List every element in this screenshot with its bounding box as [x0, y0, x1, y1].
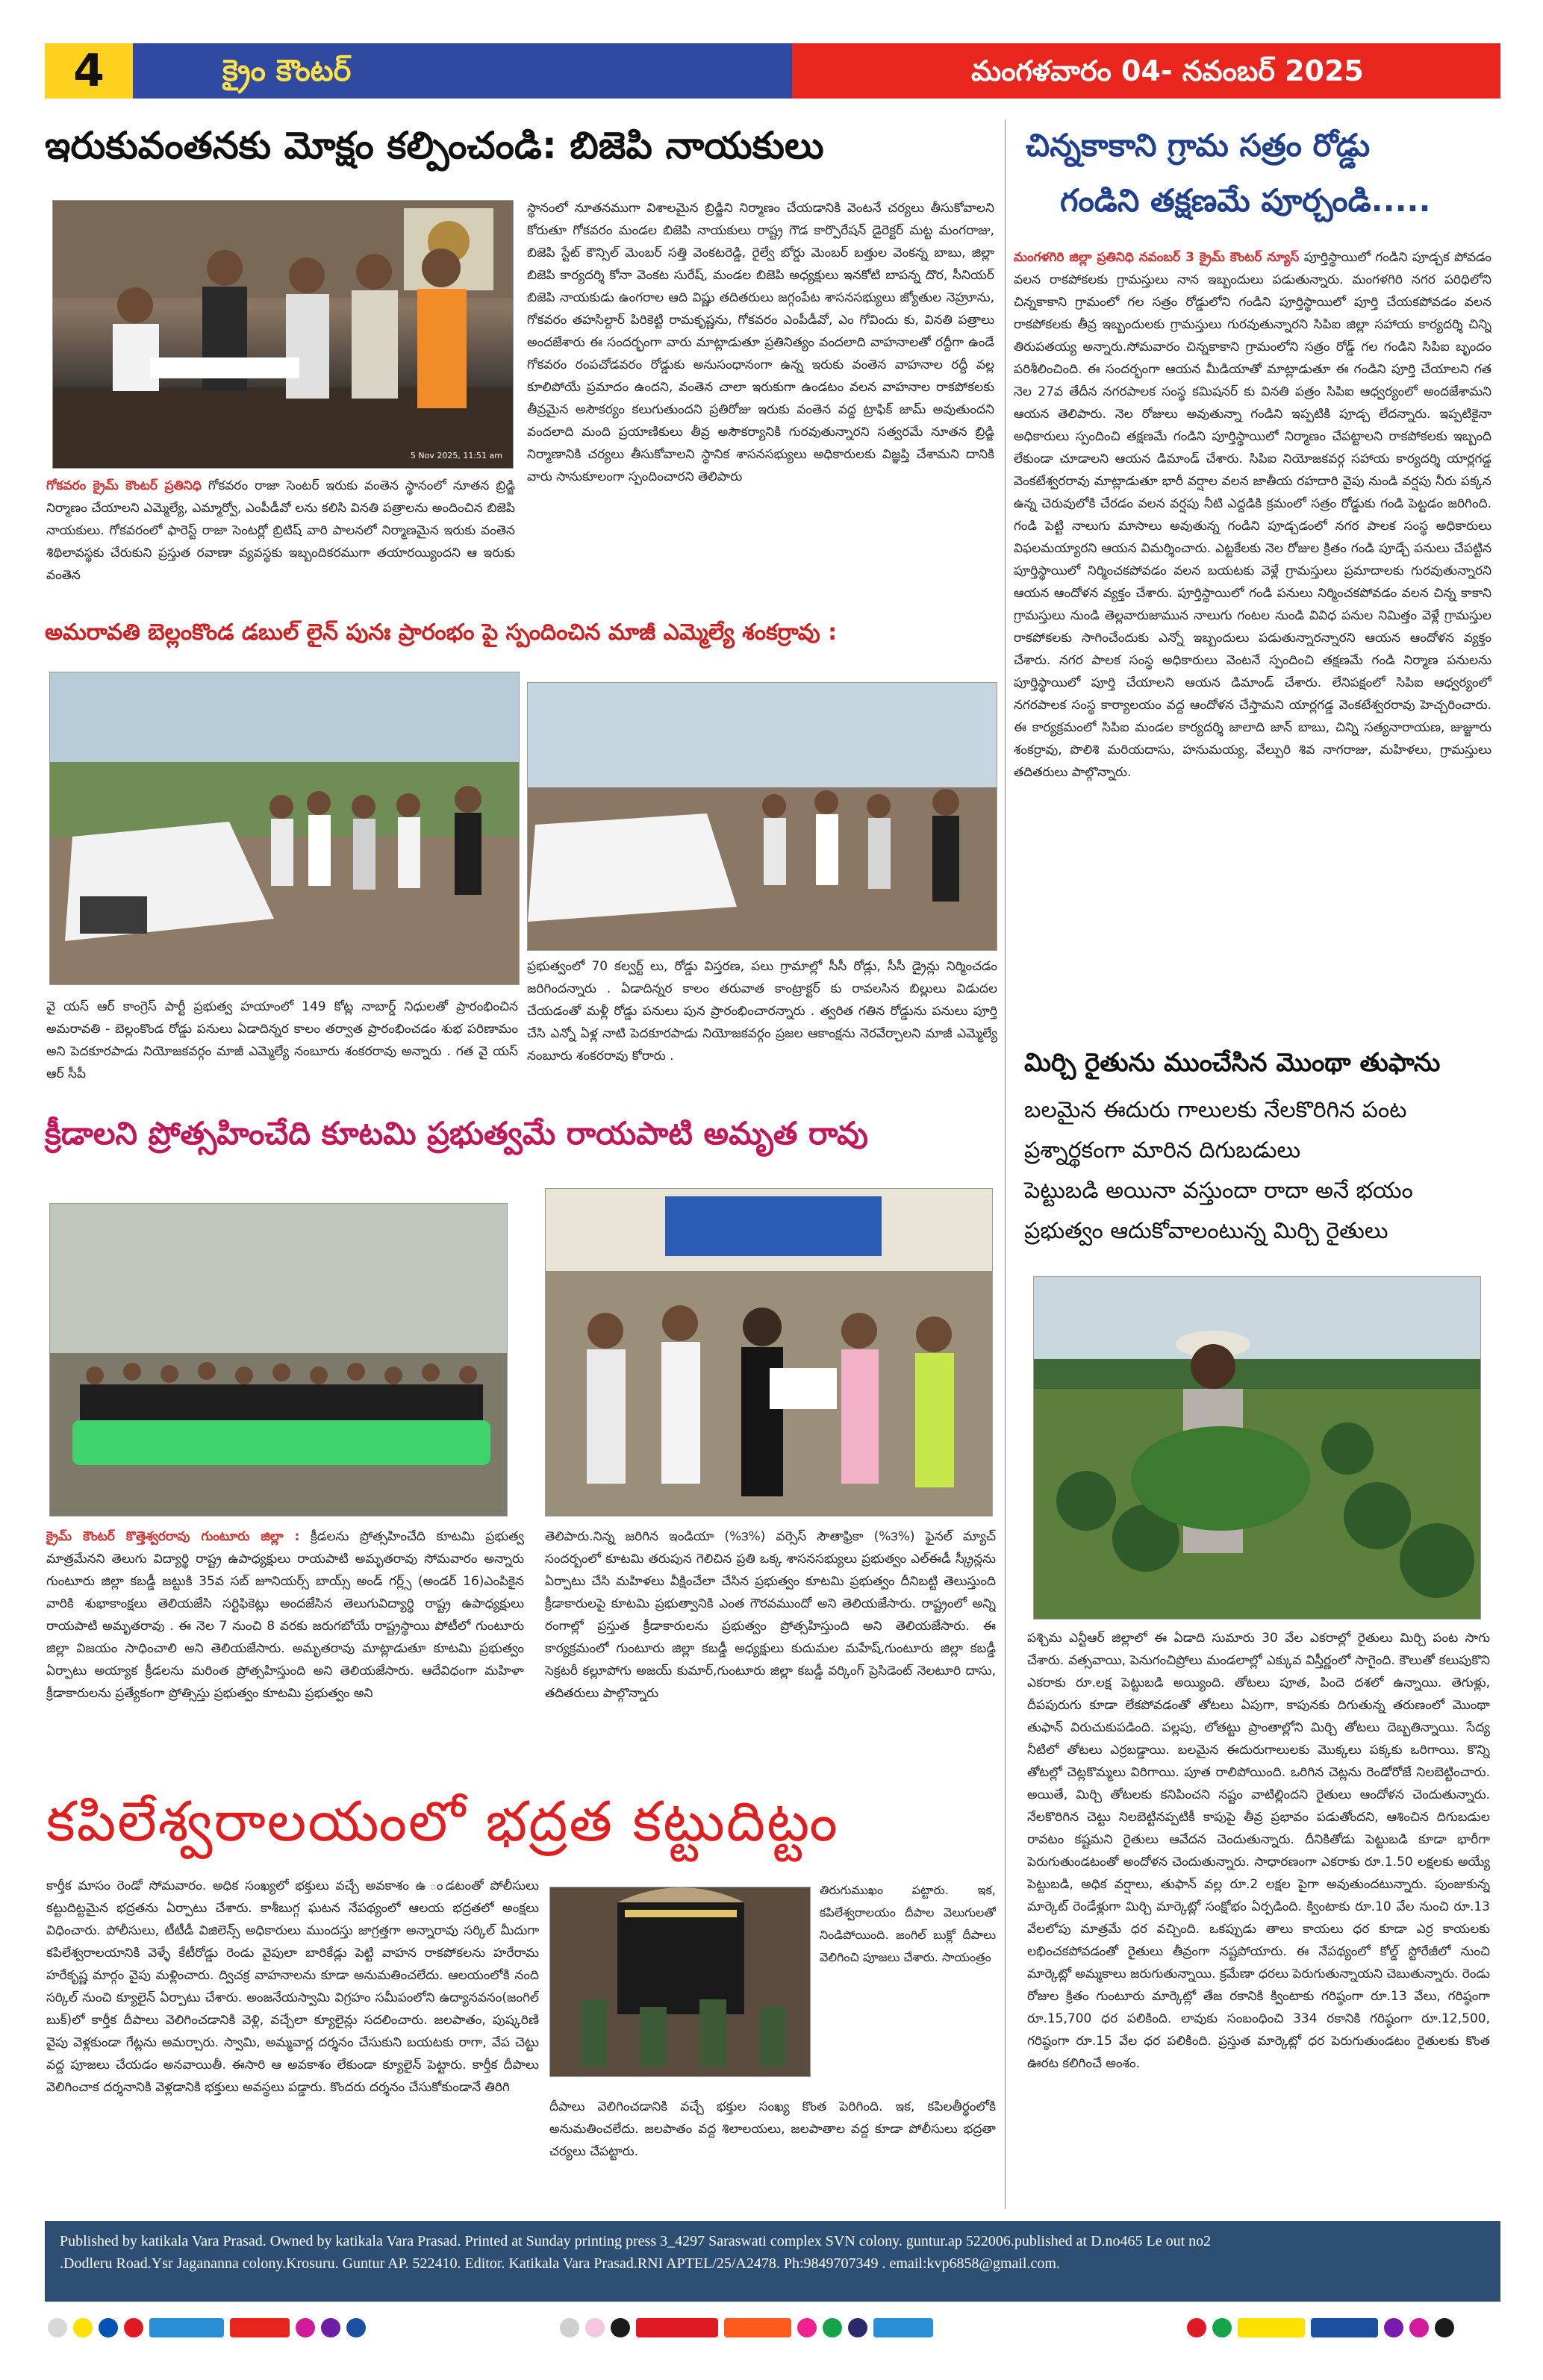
- article6-subhead-1: బలమైన ఈదురు గాలులకు నేలకొరిగిన పంట: [1024, 1097, 1407, 1123]
- article5-text: [1014, 246, 1491, 1030]
- article1-headline: ఇరుకువంతనకు మోక్షం కల్పించండి: బిజెపి నాయకులు: [45, 124, 824, 167]
- page-number: 4: [45, 43, 133, 99]
- article6-photo: [1033, 1276, 1481, 1620]
- article2-photo-right: [527, 682, 997, 951]
- article5-body: పూర్తిస్థాయిలో గండిని పూడ్చక పోవడం వలన రాకపోకలకు గ్రామస్తులు నాన ఇబ్బందులు పడుతున్నారు. మంగళగిరి నగర పరిధిలోని చిన్నకాకాని గ్రామంలో గల సత్రం రోడ్డులోని గండిని పూర్తిస్థాయిలో పూర్తి చేయకపోవడం వలన రాకపోకలకు తీవ్ర ఇబ్బందులకు గ్రామస్తులు గురవుతున్నారని సిపిఐ జిల్లా సహాయ కార్యదర్శి చిన్ని తిరుపతయ్య అన్నారు.సోమవారం చిన్నకాకాని గ్రామంలోని సత్రం రోడ్డ్ గల గండిని సిపిఐ బృందం పరిశీలించింది. ఈ సందర్భంగా ఆయన మీడియాతో మాట్లాడుతూ ఈ గండిని పూర్తి చేయాలని గత నెల 27వ తేదీన నగరపాలక సంస్థ కమిషనర్ కు వినతి పత్రం సిపిఐ ఆధ్వర్యంలో అందజేశామని ఆయన తెలిపారు. నెల రోజులు అవుతున్నా గండిని ఇప్పటికి పూడ్చ లేదన్నారు. ఇప్పటికైనా అధికారులు స్పందించి తక్షణమే గండిని పూర్తిస్థాయిలో నిర్మాణం చేపట్టాలని రాకపోకలకు ఇబ్బంది లేకుండా చూడాలని ఆయన డిమాండ్ చేశారు. సిపిఐ నియోజకవర్గ సహాయ కార్యదర్శి యార్లగడ్డ వెంకటేశ్వరరావు మాట్లాడుతూ భారీ వర్షాల వలన జాతీయ రహదారి వైపు నుండి వర్షపు నీరు పక్కన ఉన్న చెరువులోకి చేరడం వలన వర్షపు నీటి ఎద్దడికి క్రమంలో సత్రం రోడ్డుకు గండి పెట్టడం జరిగింది. గండి పెట్టి నాలుగు మాసాలు అవుతున్న గండిని పూడ్చడంలో నగర పాలక సంస్థ అధికారులు విఫలమయ్యారని ఆయన విమర్శించారు. ఎట్టకేలకు నెల రోజుల క్రితం గండి పూడ్చే పనులు చేపట్టిన పూర్తిస్థాయిలో నిర్మించకపోవడం వలన బయటకు వెళ్లే గ్రామస్తులు ప్రమాదాలకు గురవుతున్నారని ఆయన ఆందోళన వ్యక్తం చేశారు. పూర్తిస్థాయిలో గండి పనులు నిర్మించకపోవడం వలన చిన్న కాకాని గ్రామస్తులు నుండి తెల్లవారుజామున నాలుగు గంటల నుండి వివిధ పనుల నిమిత్తం వెళ్లే గ్రామస్తుల రాకపోకలకు సాగించేందుకు ఎన్నో ఇబ్బందులు పడుతున్నారన్నారని ఆయన ఆందోళన వ్యక్తం చేశారు. నగర పాలక సంస్థ అధికారులు వెంటనే స్పందించి తక్షణమే గండి నిర్మాణ పనులను పూర్తిస్థాయిలో పూర్తి చేయాలని ఆయన డిమాండ్ చేశారు. లేనిపక్షంలో సిపిఐ ఆధ్వర్యంలో నగరపాలక సంస్థ కార్యాలయం వద్ద ఆందోళన చేస్తామని యార్లగడ్డ వెంకటేశ్వరరావు హెచ్చరించారు. ఈ కార్యక్రమంలో సిపిఐ మండల కార్యదర్శి జాలాది జాన్ బాబు, చిన్ని సత్యనారాయణ, జుజ్జూరు శంకర్రావు, పొలిశి మరియదాసు, హనుమయ్య, వేల్పురి శివ నాగరాజు, మహిళలు, గ్రామస్తులు తదితరులు పాల్గొన్నారు.: [1014, 250, 1491, 780]
- imprint-footer: [45, 2221, 1500, 2302]
- road-inspection-illustration-2: [528, 683, 997, 951]
- article1-text-right: స్థానంలో నూతనముగా విశాలమైన బ్రిడ్జిని నిర్మాణం చేయడానికి వెంటనే చర్యలు తీసుకోవాలని కోరుతూ గోకవరం మండల బిజెపి నాయకులు రాష్ట్ర గౌడ కార్పొరేషన్ డైరెక్టర్ మట్ట మంగరాజు, బిజెపి స్టేట్ కౌన్సిల్ మెంబర్ సత్తి వెంకటరెడ్డి, రైల్వే బోర్డు మెంబర్ బత్తుల వెంకన్న బాబు, జిల్లా బిజెపి కార్యదర్శి కోనా వెంకట సురేష్, మండల బిజెపి అధ్యక్షులు ఇనకోటి బాపన్న దొర, సీనియర్ బిజెపి నాయకుడు ఉంగరాల ఆది విష్ణు తదితరులు జగ్గంపేట శాసనసభ్యులు జ్యోతుల నెహ్రూను, గోకవరం తహసిల్దార్ పిరికెట్టి రామకృష్ణను, గోకవరం ఎంపీడీవో, ఎం గోవిందు కు, వినతి పత్రాలు అందజేశారు ఈ సందర్భంగా వారు మాట్లాడుతూ ప్రతినిత్యం వందలాది వాహనాలతో రద్దీగా ఉండే గోకవరం రంపచోడవరం రోడ్డుకు అనుసంధానంగా ఉన్న ఇరుకు వంతెన వాహనాల రద్దీ వల్ల కూలిపోయే ప్రమాదం ఉందని, వంతెన చాలా ఇరుకుగా ఉండటం వలన వాహనాల రాకపోకలకు తీవ్రమైన అసౌకర్యం కలుగుతుందని ప్రతిరోజు ఇరుకు వంతెన వద్ద ట్రాఫిక్ జామ్ అవుతుందని వందలాది మంది ప్రయాణికులు తీవ్ర అసౌకర్యానికి గురవుతున్నారని సత్వరమే నూతన బ్రిడ్జి నిర్మాణానికి చర్యలు తీసుకోవాలని స్థానిక శాసనసభ్యులు అధికారులకు విజ్ఞప్తి చేశామని దానికి వారు సానుకూలంగా స్పందించారని తెలిపారు: [527, 201, 994, 484]
- article4-photo: [549, 1887, 811, 2077]
- article4-text-bottom: దీపాలు వెలిగించడానికి వచ్చే భక్తుల సంఖ్య కొంత పెరిగింది. ఇక, కపిలతీర్థంలోకి అనుమతించలేదు. జలపాతం వద్ద శిలాలయలు, జలపాతాల వద్ద కూడా పోలీసులు భద్రతా చర్యలు చేపట్టారు.: [549, 2099, 996, 2159]
- section-title: క్రైం కౌంటర్: [133, 43, 792, 99]
- color-registration-strip-right: [1187, 2318, 1454, 2337]
- article3-text-right: తెలిపారు.నిన్న జరిగిన ఇండియా (%౩%) వర్సెస్ సౌతాఫ్రికా (%౩%) ఫైనల్ మ్యాచ్ సందర్బంలో కూటమి తరుపున గెలిచిన ప్రతి ఒక్క శాసనసభ్యులు ప్రభుత్వం ఎల్ఈడీ స్క్రీన్లను ఏర్పాటు చేసి మహిళలు వీక్షించేలా చేసిన ప్రభుత్వం కూటమి ప్రభుత్వం దీనిబట్టి తెలుస్తుంది క్రీడాకారులపై కూటమి ప్రభుత్వానికి ఎంత గౌరవముందో అని తెలియజేసారు. రాష్ట్రంలో అన్ని రంగాల్లో ప్రస్తుత క్రీడాకారులను ప్రభుత్వం ప్రోత్సహిస్తుంది అని తెలియజేసారు. ఈ కార్యక్రమంలో గుంటూరు జిల్లా కబడ్డీ అధ్యక్షులు కుదుమల మహేష్,గుంటూరు జిల్లా కబడ్డీ సెక్రటరీ కల్లూపోగు అజయ్ కుమార్,గుంటూరు జిల్లా కబడ్డీ వర్కింగ్ ప్రెసిడెంట్ నెలటూరి దాసు, తదితరులు పాల్గొన్నారు: [545, 1529, 996, 1701]
- article3-body-left: క్రీడలను ప్రోత్సహించేది కూటమి ప్రభుత్వ మాత్రమేనని తెలుగు విద్యార్థి రాష్ట్ర ఉపాధ్యక్షులు రాయపాటి అమృతరావు సోమవారం అన్నారు గుంటూరు జిల్లా కబడ్డీ జట్టుకి 35వ సబ్ జూనియర్స్ బాయ్స్ అండ్ గర్ల్స్ (అండర్ 16)ఎంపికైన వారికి శుభాకాంక్షలు తెలియజేసి సర్టిఫికెట్లు అందజేసిన తెలుగువిద్యార్థి రాష్ట్ర ఉపాధ్యక్షులు రాయపాటి అమృతరావు . ఈ నెల 7 నుంచి 8 వరకు జరుగబోయే రాష్ట్రస్థాయి పోటీలో గుంటూరు జిల్లా విజయం సాధించాలి అని తెలియజేసారు. అమృతరావు మాట్లాడుతూ కూటమి ప్రభుత్వం ఏర్పాటు అయ్యాక క్రీడలను మరింత ప్రోత్సహిస్తుంది అని తెలియజేసారు. ఆదేవిధంగా మహిళా క్రీడాకారులను ప్రత్యేకంగా ప్రోత్సిస్తు ప్రభుత్వం కూటమి ప్రభుత్వం అని: [46, 1529, 524, 1701]
- article3-byline: క్రైమ్ కౌంటర్ కొత్తెశ్వరరావు గుంటూరు జిల్లా :: [46, 1529, 300, 1544]
- column-rule: [1005, 119, 1006, 2209]
- office-meeting-illustration: [53, 201, 514, 469]
- issue-date: మంగళవారం 04- నవంబర్ 2025: [792, 43, 1500, 99]
- article4-text-left: కార్తీక మాసం రెండో సోమవారం. అధిక సంఖ్యలో భక్తులు వచ్చే అవకాశం ఉ ండటంతో పోలీసులు కట్టుదిట్టమైన భద్రతను ఏర్పాటు చేశారు. కాశీబుగ్గ ఘటన నేపథ్యంలో ఆలయ భద్రతలో అంక్షలు విధించారు. పోలీసులు, టీటీడీ విజిలెన్స్ అధికారులు ముందస్తు జాగ్రత్తగా అన్నారావు సర్కిల్ మీదుగా కపిలేశ్వరాలయానికి వెళ్ళే కేటీరోడ్డు రెండు వైపులా బారికేడ్లు పెట్టి వాహన రాకపోకలను హరేరామ హరేకృష్ణ మార్గం వైపు మళ్లించారు. ద్విచక్ర వాహనాలను కూడా అనుమతించలేదు. ఆలయంలోకి నంది సర్కిల్ నుంచి క్యూలైన్ ఏర్పాటు చేశారు. అంజనేయస్వామి విగ్రహం సమీపంలోని ఉద్యానవనం(జంగిల్ బుక్)లో కార్తీక దీపాలు వెలిగించడానికి వెళ్లి, వచ్చేలా క్యూలైన్లు సదలించారు. జలపాతం, పుష్కరిణి వైపు వెళ్లకుండా గేట్లను అమర్చారు. స్వామి, అమ్మవార్ల దర్శనం చేసుకుని బయటకు రాగా, వేప చెట్టు వద్ద పూజలు చేయడం అనవాయితీ. ఈసారి ఆ అవకాశం లేకుండా క్యూలైన్ పెట్టారు. కార్తీక దీపాలు వెలిగించాక దర్శనానికి వెళ్లడానికి భక్తులు అవస్థలు పడ్డారు. కొందరు దర్శనం చేసుకోకుండానే తిరిగి: [46, 1878, 539, 2095]
- article3-photo-left: [49, 1203, 508, 1517]
- imprint-line-1: Published by katikala Vara Prasad. Owned by katikala Vara Prasad. Printed at Sunday printing press 3_4297 Saraswati complex SVN colony. guntur.ap 522006.published at D.no465 Le out no2: [60, 2233, 1212, 2249]
- masthead: [45, 43, 1500, 99]
- article5-headline-line1: చిన్నకాకాని గ్రామ సత్రం రోడ్డు: [1026, 127, 1371, 163]
- temple-security-illustration: [550, 1887, 811, 2077]
- certificate-presentation-illustration: [546, 1189, 993, 1517]
- article1-photo: [52, 200, 514, 469]
- article5-headline-line2: గండిని తక్షణమే పూర్చండి.....: [1060, 182, 1431, 219]
- article6-subhead-3: పెట్టుబడి అయినా వస్తుందా రాదా అనే భయం: [1024, 1178, 1413, 1204]
- article3-headline: క్రీడాలని ప్రోత్సహించేది కూటమి ప్రభుత్వమే రాయపాటి అమృత రావు: [45, 1115, 868, 1152]
- article6-subhead-4: ప్రభుత్వం ఆదుకోవాలంటున్న మిర్చి రైతులు: [1024, 1218, 1388, 1244]
- article1-body-left: గోకవరం రాజా సెంటర్ ఇరుకు వంతెన స్థానంలో నూతన బ్రిడ్జి నిర్మాణం చేయాలని ఎమ్మెల్యే, ఎమ్మార్వో, ఎంపీడీవో లను కలిసి వినతి పత్రాలను అందించిన బిజెపి నాయకులు. గోకవరంలో ఫారెస్ట్ రాజా సెంటర్లో బ్రిటిష్ వారి పాలనలో నిర్మాణమైన ఇరుకు వంతెన శిథిలావస్థకు చేరుకుని ప్రస్తుత రవాణా వ్యవస్థకు ఇబ్బందికరముగా తయారయ్యిందని ఆ ఇరుకు వంతెన: [46, 478, 515, 583]
- article2-text-right: ప్రభుత్వంలో 70 కల్వర్ట్ లు, రోడ్డు విస్తరణ, పలు గ్రామాల్లో సీసీ రోడ్లు, సీసీ డ్రైన్లు నిర్మించడం జరిగిందన్నారు . ఏడాదిన్నర కాలం తరువాత కాంట్రాక్టర్ కు రావలసిన బిల్లులు విడుదల చేయడంతో మళ్లీ రోడ్డు పనులు పున ప్రారంభించారన్నారు . త్వరిత గతిన రోడ్డును పనులు పూర్తి చేసి ఎన్నో ఏళ్ల నాటి పెదకూరపాడు నియోజకవర్గం ప్రజల ఆకాంక్షను నెరవేర్చాలని మాజీ ఎమ్మెల్యే నంబూరు శంకరరావు కోరారు .: [527, 959, 997, 1063]
- color-registration-strip-center: [560, 2318, 933, 2337]
- kabaddi-team-illustration: [50, 1204, 508, 1517]
- road-inspection-illustration: [50, 672, 520, 985]
- imprint-line-2: .Dodleru Road.Ysr Jagananna colony.Krosuru. Guntur AP. 522410. Editor. Katikala Vara Prasad.RNI APTEL/25/A2478. Ph:9849707349 . email:kvp6858@gmail.com.: [60, 2255, 1060, 2272]
- article5-byline: మంగళగిరి జిల్లా ప్రతినిధి నవంబర్ 3 క్రైమ్ కౌంటర్ న్యూస్: [1014, 250, 1300, 265]
- article4-text-narrow: తిరుగుముఖం పట్టారు. ఇక, కపిలేశ్వరాలయం దీపాల వెలుగులతో నిండిపోయింది. జంగిల్ బుక్లో దీపాలు వెలిగించి పూజలు చేశారు. సాయంత్రం: [820, 1883, 996, 1964]
- article1-text-left: [46, 475, 515, 605]
- article1-byline: గోకవరం క్రైమ్ కౌంటర్ ప్రతినిధి: [46, 478, 202, 493]
- article3-photo-right: [545, 1188, 993, 1517]
- chilli-farmer-illustration: [1034, 1277, 1481, 1620]
- article6-text: పశ్చిమ ఎన్టీఆర్ జిల్లాలో ఈ ఏడాది సుమారు 30 వేల ఎకరాల్లో రైతులు మిర్చి పంట సాగు చేశారు. వత్సవాయి, పెనుగంచిప్రోలు మండలాల్లో ఎక్కువ విస్తీర్ణంలో సాగైంది. కౌలుతో కలుపుకొని ఎకరాకు రూ.లక్ష పెట్టుబడి అయ్యింది. తోటలు పూత, పిందె దశలో ఉన్నాయి. తెగుళ్లు, దీపపురుగు కూడా లేకపోవడంతో తోటలు ఏపుగా, కాపునకు దిగుతున్న తరుణంలో మొంథా తుఫాన్ విరుచుకుపడింది. పల్లపు, లోతట్టు ప్రాంతాల్లోని మిర్చి తోటలు దెబ్బతిన్నాయి. సేద్య నీటిలో తోటలు ఎర్రబడ్డాయి. బలమైన ఈదురుగాలులకు మొక్కలు పక్కకు ఒరిగాయి. కొన్ని తోటల్లో చెట్లకొమ్మలు విరిగాయి. పూత రాలిపోయింది. ఒరిగిన చెట్లను రెండోరోజే నిలబెట్టించారు. అయితే, మిర్చి తోటలకు కనిపించని నష్టం వాటిల్లిందని రైతులు ఆందోళన చెందుతున్నారు. నేలకొరిగిన చెట్టు నిలబెట్టినప్పటికీ కాపుపై తీవ్ర ప్రభావం పడుతోందని, ఆశించిన దిగుబడుల రావటం కష్టమని రైతులు ఆవేదన చెందుతున్నారు. దీనికితోడు పెట్టుబడి కూడా భారీగా పెరుగుతుండటంతో అందోళన చెందుతున్నారు. సాధారణంగా ఎకరాకు రూ.1.50 లక్షలకు అయ్యే పెట్టుబడి, అధిక వర్షాలు, తుఫాన్ వల్ల రూ.2 లక్షల పైగా అవుతుందటున్నారు. పుంజుకున్న మార్కెట్ రెండేళ్లుగా మిర్చి మార్కెట్లో సంక్షోభం ఏర్పడింది. క్వింటాకు రూ.10 వేల నుంచి రూ.13 వేలలోపు మాత్రమే ధర వచ్చింది. ఒకప్పుడు తాలు కాయలు ధర కూడా ఎర్ర కాయలకు లభించకపోవడంతో రైతులు తీవ్రంగా నష్టపోయారు. ఈ నేపథ్యంలో కోల్డ్ స్టోరేజీలో నుంచి మార్కెట్లో అమ్మకాలు జరుగుతున్నాయి. క్రమేణా ధరలు పెరుగుతున్నాయని చెబుతున్నారు. రెండు రోజుల క్రితం గుంటూరు మార్కెట్లో తేజ రకానికి క్వింటాకు గరిష్ఠంగా రూ.13 వేలు, గరిష్ఠంగా రూ.15,700 ధర పలికింది. లావుకు సంబంధించి 334 రకానికి గరిష్ఠంగా రూ.12,500, గరిష్ఠంగా రూ.15 వేల ధర పలికింది. ప్రస్తుత మార్కెట్లో ధర పెరుగుతుండటం రైతులకు కొంత ఊరట కలిగించే అంశం.: [1027, 1631, 1490, 2071]
- article2-photo-left: [49, 672, 520, 985]
- photo-timestamp: 5 Nov 2025, 11:51 am: [410, 451, 502, 460]
- article2-text-left: వై యస్ ఆర్ కాంగ్రెస్ పార్టీ ప్రభుత్వ హయాంలో 149 కోట్ల నాబార్డ్ నిధులతో ప్రారంభించిన అమరావతి - బెల్లంకొండ రోడ్డు పనులు ఏడాదిన్నర కాలం తర్వాత ప్రారంభించడం శుభ పరిణామం అని పెదకూరపాడు నియోజకవర్గం మాజీ ఎమ్మెల్యే నంబూరు శంకరరావు అన్నారు . గత వై యస్ ఆర్ సీపీ: [46, 999, 518, 1081]
- color-registration-strip-left: [48, 2318, 366, 2337]
- article6-headline: మిర్చి రైతును ముంచేసిన మొంథా తుఫాను: [1024, 1048, 1441, 1078]
- article3-text-left: [46, 1525, 524, 1772]
- article4-headline: కపిలేశ్వరాలయంలో భద్రత కట్టుదిట్టం: [46, 1790, 839, 1854]
- article2-headline: అమరావతి బెల్లంకొండ డబుల్ లైన్ పునః ప్రారంభం పై స్పందించిన మాజీ ఎమ్మెల్యే శంకర్రావు :: [45, 619, 838, 646]
- article6-subhead-2: ప్రశ్నార్థకంగా మారిన దిగుబడులు: [1024, 1137, 1301, 1164]
